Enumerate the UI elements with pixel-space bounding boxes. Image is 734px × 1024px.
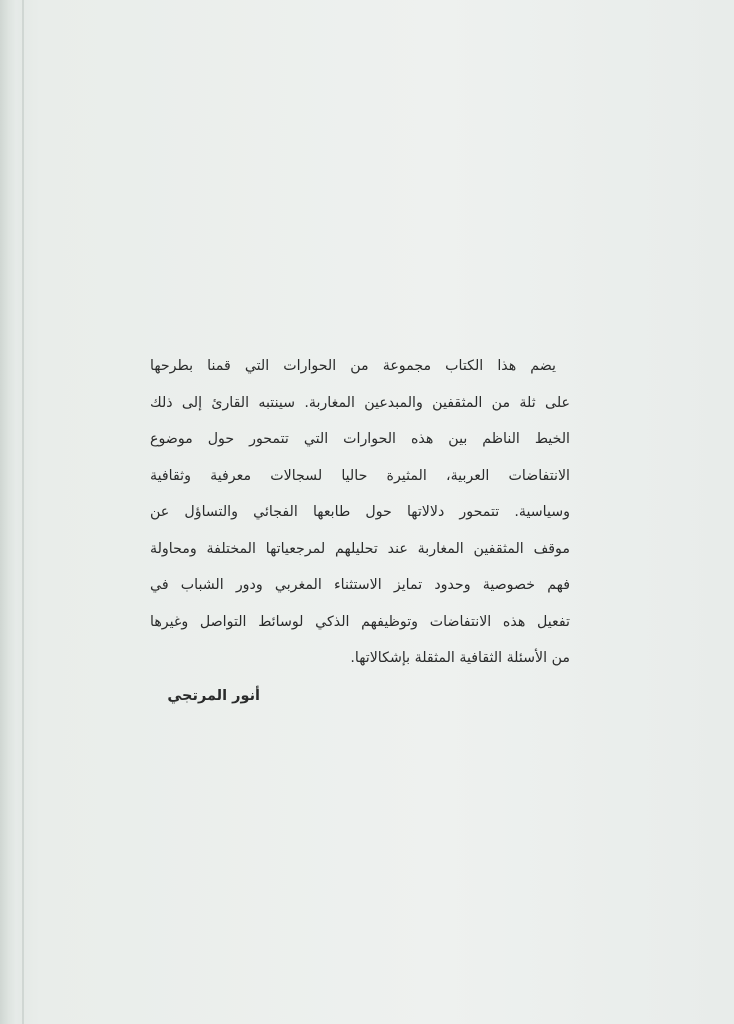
blurb-line: من الأسئلة الثقافية المثقلة بإشكالاتها. <box>350 650 570 666</box>
blurb-line: يضم هذا الكتاب مجموعة من الحوارات التي قمنا بطرحها <box>150 358 556 374</box>
blurb-line: موقف المثقفين المغاربة عند تحليلهم لمرجعياتها المختلفة ومحاولة <box>150 540 570 557</box>
blurb-line: الانتفاضات العربية، المثيرة حاليا لسجالات معرفية وثقافية <box>150 467 570 484</box>
blurb-paragraph <box>150 348 570 677</box>
blurb-line: تفعيل هذه الانتفاضات وتوظيفهم الذكي لوسائط التواصل وغيرها <box>150 613 570 630</box>
blurb-line: الخيط الناظم بين هذه الحوارات التي تتمحور حول موضوع <box>150 431 570 447</box>
blurb-line: على ثلة من المثقفين والمبدعين المغاربة. سينتبه القارئ إلى ذلك <box>150 394 570 411</box>
blurb-line: فهم خصوصية وحدود تمايز الاستثناء المغربي ودور الشباب في <box>150 577 570 593</box>
book-spine-edge <box>0 0 22 1024</box>
blurb-line: وسياسية. تتمحور دلالاتها حول طابعها الفجائي والتساؤل عن <box>150 504 570 520</box>
spine-fold-line <box>22 0 24 1024</box>
author-name: أنور المرتجي <box>167 688 260 704</box>
